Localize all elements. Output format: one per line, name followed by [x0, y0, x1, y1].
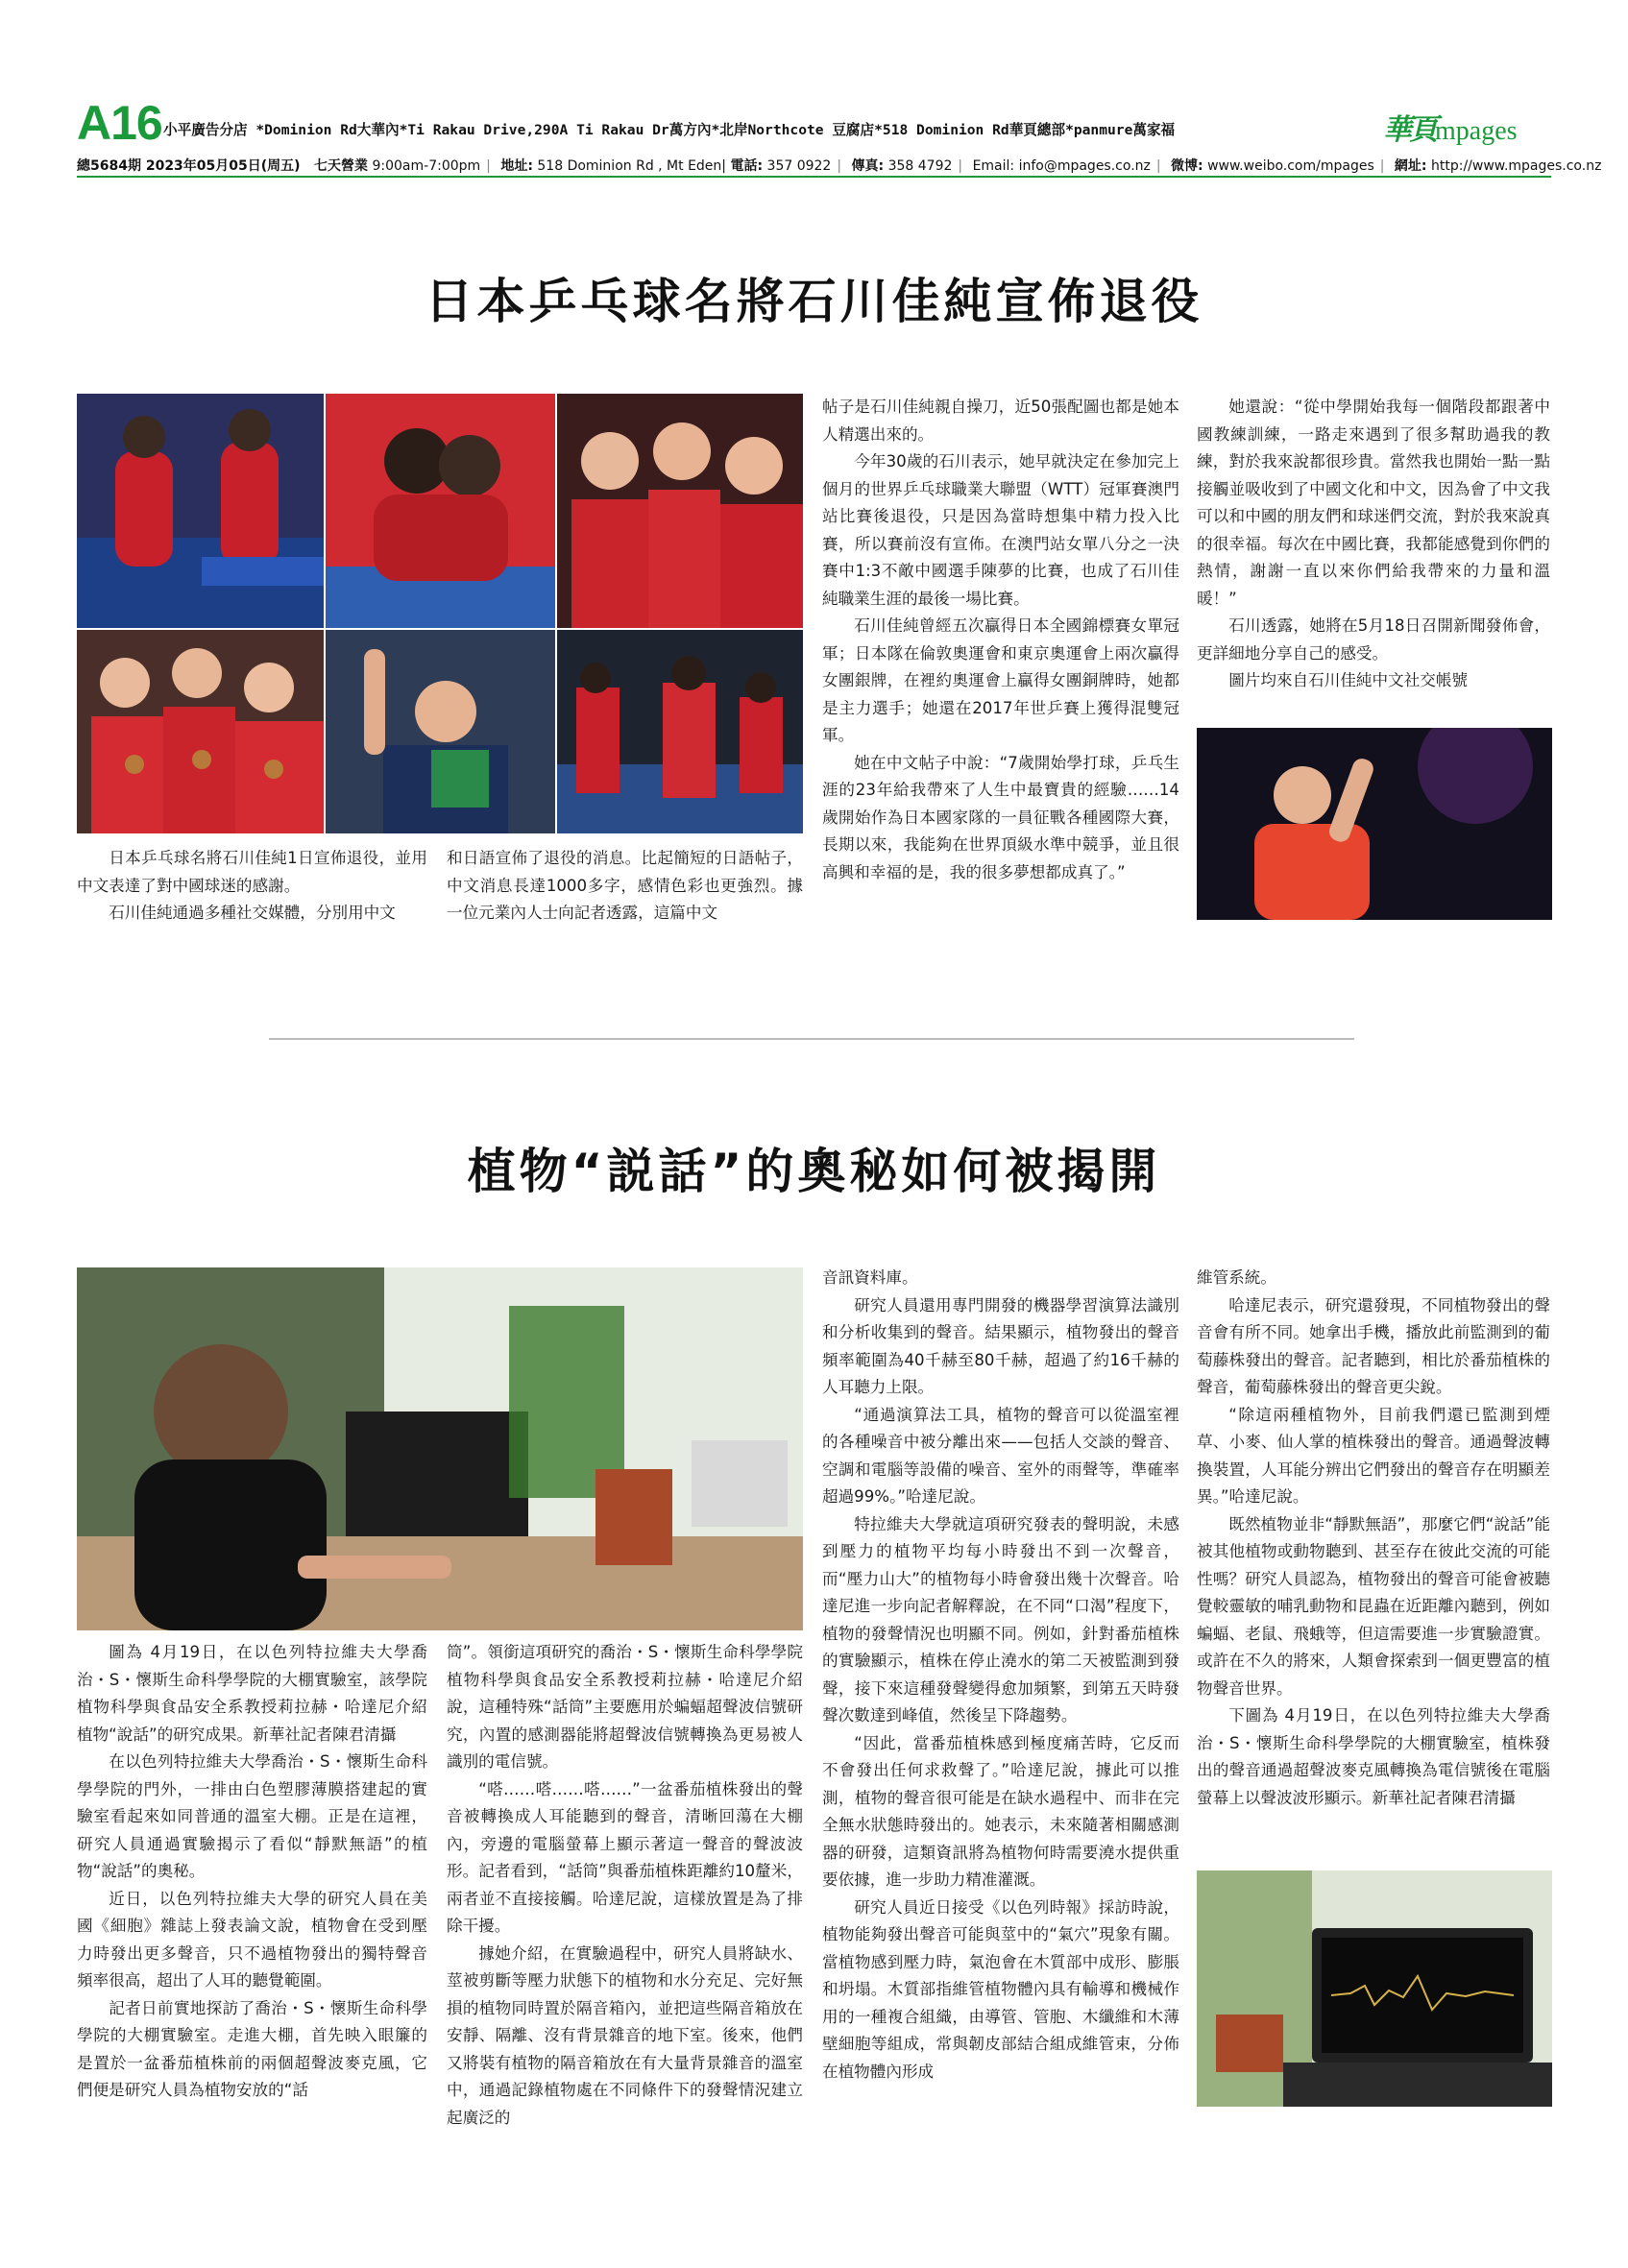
- paragraph: 既然植物並非“靜默無語”，那麼它們“說話”能被其他植物或動物聽到、甚至存在彼此交流的可能性嗎？研究人員認為，植物發出的聲音可能會被聽覺較靈敏的哺乳動物和昆蟲在近距離內聽到，例如蝙蝠、老鼠、飛蛾等，但這需要進一步實驗證實。或許在不久的將來，人類會探索到一個更豐富的植物聲音世界。: [1197, 1514, 1550, 1698]
- photo-medals: [77, 630, 324, 833]
- paragraph: 筒”。領銜這項研究的喬治・S・懷斯生命科學學院植物科學與食品安全系教授莉拉赫・哈達尼介紹說，這種特殊“話筒”主要應用於蝙蝠超聲波信號研究，內置的感測器能將超聲波信號轉換為更易被人識別的電信號。: [447, 1643, 803, 1771]
- paragraph: 今年30歲的石川表示，她早就決定在參加完上個月的世界乒乓球職業大聯盟（WTT）冠軍賽澳門站比賽後退役，只是因為當時想集中精力投入比賽，所以賽前沒有宣佈。在澳門站女單八分之一決賽中1:3不敵中國選手陳夢的比賽，也成了石川佳純職業生涯的最後一場比賽。: [822, 452, 1179, 608]
- paragraph: 她還說：“從中學開始我每一個階段都跟著中國教練訓練，一路走來遇到了很多幫助過我的教練，對於我來說都很珍貴。當然我也開始一點一點接觸並吸收到了中國文化和中文，因為會了中文我可以和中國的朋友們和球迷們交流，對於我來說真的很幸福。每次在中國比賽，我都能感覺到你們的熱情，謝謝一直以來你們給我帶來的力量和溫暖！”: [1197, 398, 1550, 608]
- photo-bow: [557, 630, 803, 833]
- paragraph: “通過演算法工具，植物的聲音可以從溫室裡的各種噪音中被分離出來——包括人交談的聲音、空調和電腦等設備的噪音、室外的雨聲等，準確率超過99%。”哈達尼說。: [822, 1405, 1179, 1506]
- paragraph: 音訊資料庫。: [822, 1268, 918, 1287]
- paragraph: 圖為 4月19日，在以色列特拉維夫大學喬治・S・懷斯生命科學學院的大棚實驗室，該學院植物科學與食品安全系教授莉拉赫・哈達尼介紹植物“說話”的研究成果。新華社記者陳君清攝: [77, 1643, 427, 1744]
- article2-column-1: [77, 1639, 427, 2105]
- article2-column-4: [1197, 1265, 1550, 1812]
- logo-english: mpages: [1435, 116, 1518, 146]
- paragraph: 據她介紹，在實驗過程中，研究人員將缺水、莖被剪斷等壓力狀態下的植物和水分充足、完好無損的植物同時置於隔音箱內，並把這些隔音箱放在安靜、隔離、沒有背景雜音的地下室。後來，他們又將裝有植物的隔音箱放在有大量背景雜音的溫室中，通過記錄植物處在不同條件下的發聲情況建立起廣泛的: [447, 1943, 803, 2127]
- fax: 358 4792: [887, 158, 953, 174]
- masthead-info: 總5684期 2023年05月05日(周五) 七天營業 9:00am-7:00pm | 地址: 518 Dominion Rd , Mt Eden| 電話: 357 0922 | 傳真: 358 4792 | Email: info@mpages.co.nz | 微博: www.weibo.com/mpages | 網址: http://www.mpages.co.nz: [77, 158, 1602, 174]
- article2-column-3: [822, 1265, 1179, 2086]
- article1-headline: 日本乒乓球名將石川佳純宣佈退役: [425, 274, 1203, 329]
- weibo-link[interactable]: www.weibo.com/mpages: [1207, 158, 1374, 174]
- article1-column-3: [822, 394, 1179, 886]
- paragraph: 和日語宣佈了退役的消息。比起簡短的日語帖子，中文消息長達1000多字，感情色彩也更強烈。據一位元業內人士向記者透露，這篇中文: [447, 849, 803, 922]
- address: 518 Dominion Rd , Mt Eden|: [537, 158, 727, 174]
- paragraph: “除這兩種植物外，目前我們還已監測到煙草、小麥、仙人掌的植株發出的聲音。通過聲波轉換裝置，人耳能分辨出它們發出的聲音存在明顯差異。”哈達尼說。: [1197, 1405, 1550, 1506]
- article2-headline: 植物“説話”的奧秘如何被揭開: [467, 1144, 1161, 1199]
- paragraph: 研究人員近日接受《以色列時報》採訪時說，植物能夠發出聲音可能與莖中的“氣穴”現象有關。當植物感到壓力時，氣泡會在木質部中成形、膨脹和坍塌。木質部指維管植物體內具有輸導和機械作用的一種複合組織，由導管、管胞、木纖維和木薄壁細胞等組成，常與韌皮部結合組成維管束，分佈在植物體內形成: [822, 1897, 1179, 2081]
- photo-ishikawa-wave: [1197, 728, 1552, 920]
- article1-column-2: [447, 845, 803, 928]
- header-rule: [77, 176, 1551, 178]
- photo-doubles-match: [77, 394, 324, 628]
- website-label: 網址:: [1394, 158, 1427, 174]
- paragraph: 研究人員還用專門開發的機器學習演算法識別和分析收集到的聲音。結果顯示，植物發出的聲音頻率範圍為40千赫至80千赫，超過了約16千赫的人耳聽力上限。: [822, 1295, 1179, 1396]
- phone-label: 電話:: [730, 158, 764, 174]
- article1-column-1: [77, 845, 427, 928]
- branch-list: 小平廣告分店 *Dominion Rd大華內*Ti Rakau Drive,290A Ti Rakau Dr萬方內*北岸Northcote 豆腐店*518 Dominion Rd華頁總部*panmure萬家福: [163, 122, 1176, 138]
- paragraph: 她在中文帖子中說：“7歲開始學打球，乒乓生涯的23年給我帶來了人生中最寶貴的經驗……14歲開始作為日本國家隊的一員征戰各種國際大賽，長期以來，我能夠在世界頂級水準中競爭，並且很高興和幸福的是，我的很多夢想都成真了。”: [822, 753, 1179, 881]
- photo-team-celebration: [557, 394, 803, 628]
- paragraph: “嗒……嗒……嗒……”一盆番茄植株發出的聲音被轉換成人耳能聽到的聲音，清晰回蕩在大棚內，旁邊的電腦螢幕上顯示著這一聲音的聲波波形。記者看到，“話筒”與番茄植株距離約10釐米，兩者並不直接接觸。哈達尼說，這樣放置是為了排除干擾。: [447, 1779, 803, 1935]
- hours: 9:00am-7:00pm: [372, 158, 481, 174]
- section-divider: [269, 1038, 1354, 1040]
- paragraph: 記者日前實地探訪了喬治・S・懷斯生命科學學院的大棚實驗室。走進大棚，首先映入眼簾的是置於一盆番茄植株前的兩個超聲波麥克風，它們便是研究人員為植物安放的“話: [77, 1998, 427, 2099]
- weibo-label: 微博:: [1171, 158, 1203, 174]
- fax-label: 傳真:: [851, 158, 885, 174]
- photo-researcher-plants: [77, 1267, 803, 1630]
- photo-fist-pump: [326, 630, 555, 833]
- article1-column-4: [1197, 394, 1550, 695]
- website-link[interactable]: http://www.mpages.co.nz: [1430, 158, 1602, 174]
- hours-label: 七天營業: [314, 158, 369, 174]
- photo-laptop-waveform: [1197, 1870, 1552, 2107]
- paragraph: 石川佳純通過多種社交媒體，分別用中文: [109, 904, 396, 922]
- paragraph: 日本乒乓球名將石川佳純1日宣佈退役，並用中文表達了對中國球迷的感謝。: [77, 849, 427, 895]
- article2-column-2: [447, 1639, 803, 2132]
- issue-date: 總5684期 2023年05月05日(周五): [77, 158, 301, 174]
- paragraph: 特拉維夫大學就這項研究發表的聲明說，未感到壓力的植物平均每小時發出不到一次聲音，而“壓力山大”的植物每小時會發出幾十次聲音。哈達尼進一步向記者解釋說，在不同“口渴”程度下，植物的發聲情況也明顯不同。例如，針對番茄植株的實驗顯示，植株在停止澆水的第二天被監測到發聲，接下來這種發聲變得愈加頻繁，到第五天時發聲次數達到峰值，然後呈下降趨勢。: [822, 1514, 1179, 1725]
- paragraph: 近日，以色列特拉維夫大學的研究人員在美國《細胞》雜誌上發表論文說，植物會在受到壓力時發出更多聲音，只不過植物發出的獨特聲音頻率很高，超出了人耳的聽覺範圍。: [77, 1889, 427, 1990]
- paragraph: 石川透露，她將在5月18日召開新聞發佈會，更詳細地分享自己的感受。: [1197, 616, 1550, 663]
- paragraph: 在以色列特拉維夫大學喬治・S・懷斯生命科學學院的門外，一排由白色塑膠薄膜搭建起的實驗室看起來如同普通的溫室大棚。正是在這裡，研究人員通過實驗揭示了看似“靜默無語”的植物“說話”的奧秘。: [77, 1752, 427, 1880]
- paragraph: 哈達尼表示，研究還發現，不同植物發出的聲音會有所不同。她拿出手機，播放此前監測到的葡萄藤株發出的聲音。記者聽到，相比於番茄植株的聲音，葡萄藤株發出的聲音更尖銳。: [1197, 1295, 1550, 1396]
- email-link[interactable]: Email: info@mpages.co.nz: [972, 158, 1151, 174]
- paragraph: 維管系統。: [1197, 1268, 1276, 1287]
- paragraph: 帖子是石川佳純親自操刀，近50張配圖也都是她本人精選出來的。: [822, 398, 1179, 444]
- phone: 357 0922: [766, 158, 832, 174]
- paragraph: “因此，當番茄植株感到極度痛苦時，它反而不會發出任何求救聲了。”哈達尼說，據此可以推測，植物的聲音很可能是在缺水過程中、而非在完全無水狀態時發出的。她表示，未來隨著相關感測器的研發，這類資訊將為植物何時需要澆水提供重要依據，進一步助力精准灌溉。: [822, 1733, 1179, 1889]
- logo-chinese: 華頁: [1383, 113, 1435, 147]
- photo-hug: [326, 394, 555, 628]
- paragraph: 下圖為 4月19日，在以色列特拉維夫大學喬治・S・懷斯生命科學學院的大棚實驗室，植株發出的聲音通過超聲波麥克風轉換為電信號後在電腦螢幕上以聲波波形顯示。新華社記者陳君清攝: [1197, 1706, 1550, 1807]
- mpages-logo: [1383, 106, 1546, 150]
- paragraph: 圖片均來自石川佳純中文社交帳號: [1228, 671, 1469, 689]
- page-number: A16: [77, 96, 162, 150]
- address-label: 地址:: [500, 158, 533, 174]
- paragraph: 石川佳純曾經五次贏得日本全國錦標賽女單冠軍；日本隊在倫敦奧運會和東京奧運會上兩次贏得女團銀牌，在裡約奧運會上贏得女團銅牌時，她都是主力選手；她還在2017年世乒賽上獲得混雙冠軍。: [822, 616, 1179, 744]
